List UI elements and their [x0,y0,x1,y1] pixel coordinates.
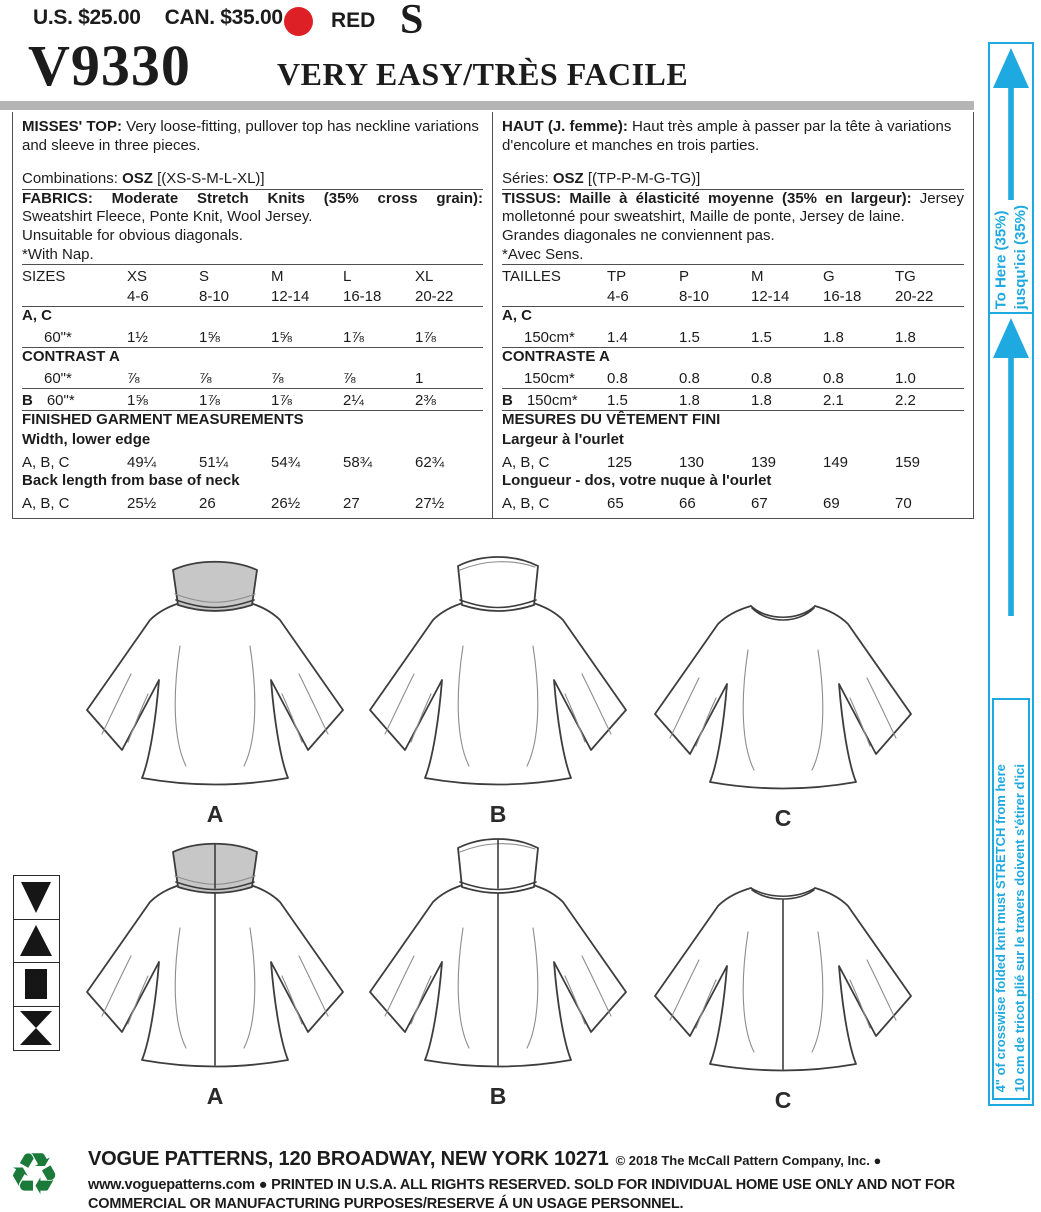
square-icon [13,962,60,1007]
up-arrow-icon [991,318,1031,618]
back-length-row: A, B, C 25½ 26 26½ 27 27½ [22,494,445,512]
finished-title: FINISHED GARMENT MEASUREMENTS [22,411,304,429]
yardage-row-b-fr: B 150cm* 1.5 1.8 1.8 2.1 2.2 [502,389,964,411]
pattern-number: V9330 [28,33,191,98]
copyright-notice: © 2018 The McCall Pattern Company, Inc. ● [615,1153,882,1168]
view-a-back [65,838,365,1110]
yardage-row-contrast-fr: 150cm* 0.8 0.8 0.8 0.8 1.0 [502,368,964,389]
view-a-back-label: A [206,1083,224,1109]
english-column [13,112,493,518]
color-name: RED [331,9,376,32]
size-header-row: SIZES XS S M L XL [22,267,434,285]
cutting-symbols-strip [13,875,60,1051]
view-b-front [348,556,648,828]
section-contrast: CONTRAST A [22,348,120,366]
triangle-up-icon [13,919,60,964]
width-row: A, B, C 49¼ 51¼ 54¾ 58¾ 62¾ [22,453,445,471]
s-logo: S [400,0,424,43]
section-contrast-fr: CONTRASTE A [502,348,610,366]
gauge-section-bottom [990,314,1032,1103]
publisher-address: VOGUE PATTERNS, 120 BROADWAY, NEW YORK 10271 [88,1148,609,1170]
footer-line2: www.voguepatterns.com ● PRINTED IN U.S.A. ALL RIGHTS RESERVED. SOLD FOR INDIVIDUAL HOME USE ONLY AND NOT FOR [88,1177,955,1193]
stretch-gauge-strip [988,42,1034,1106]
width-label-fr: Largeur à l'ourlet [502,431,624,449]
view-a-front [65,556,365,828]
difficulty-rating: VERY EASY/TRÈS FACILE [277,56,689,92]
view-c-label: C [774,805,792,831]
view-a-front-drawing [65,556,365,796]
french-fabrics: TISSUS: Maille à élasticité moyenne (35% en largeur): Jersey molletonné pour sweatshirt, Maille de ponte, Jersey de laine. [502,189,964,226]
gauge-section-top [990,44,1032,314]
english-unsuitable: Unsuitable for obvious diagonals. [22,226,243,244]
size-range-row: 4-6 8-10 12-14 16-18 20-22 [22,286,483,307]
view-c-back [633,842,933,1114]
view-b-back-drawing [348,838,648,1078]
french-description: HAUT (J. femme): Haut très ample à passer par la tête à variations d'encolure et manches en trois parties. [502,118,952,154]
footer-line1 [88,1148,881,1171]
price-us: U.S. $25.00 [33,6,141,29]
up-arrow-icon [991,48,1031,203]
info-panel [12,112,974,519]
color-dot-icon [284,7,313,36]
view-c-back-label: C [774,1087,792,1113]
french-nap: *Avec Sens. [502,246,964,266]
view-c-front-drawing [633,560,933,800]
french-combinations: Séries: OSZ [(TP-P-M-G-TG)] [502,170,964,190]
view-c-front [633,560,933,832]
stretch-instruction-text: 4" of crosswise folded knit must STRETCH from here 10 cm de tricot plié sur le travers doivent s'étirer d'ici [993,763,1027,1092]
hourglass-icon [13,1006,60,1051]
view-b-back-label: B [489,1083,507,1109]
back-length-row-fr: A, B, C 65 66 67 69 70 [502,494,912,512]
view-b-front-drawing [348,556,648,796]
view-a-label: A [206,801,224,827]
yardage-row-contrast: 60"* ⅞ ⅞ ⅞ ⅞ 1 [22,368,483,389]
section-ac: A, C [22,307,52,325]
price-can: CAN. $35.00 [164,6,283,29]
back-length-label-fr: Longueur - dos, votre nuque à l'ourlet [502,472,772,490]
footer-line3: COMMERCIAL OR MANUFACTURING PURPOSES/RESERVE Á UN USAGE PERSONNEL. [88,1196,684,1212]
french-unsuitable: Grandes diagonales ne conviennent pas. [502,226,775,244]
view-b-label: B [489,801,507,827]
recycle-icon: ♻ [8,1142,60,1207]
view-b-back [348,838,648,1110]
view-a-back-drawing [65,838,365,1078]
section-ac-fr: A, C [502,307,532,325]
back-length-label: Back length from base of neck [22,472,240,490]
english-description: MISSES' TOP: Very loose-fitting, pullover top has neckline variations and sleeve in three pieces. [22,118,479,154]
width-label: Width, lower edge [22,431,151,449]
view-c-back-drawing [633,842,933,1082]
to-here-text: To Here (35%) jusqu'ici (35%) [992,204,1029,309]
width-row-fr: A, B, C 125 130 139 149 159 [502,453,921,471]
english-nap: *With Nap. [22,246,483,266]
french-column [493,112,973,518]
yardage-row-b: B 60"* 1⅝ 1⅞ 1⅞ 2¼ 2⅜ [22,389,483,411]
finished-title-fr: MESURES DU VÊTEMENT FINI [502,411,721,429]
stretch-instruction-box [992,698,1030,1100]
size-range-row-fr: 4-6 8-10 12-14 16-18 20-22 [502,286,964,307]
size-header-row-fr: TAILLES TP P M G TG [502,267,916,285]
yardage-row-ac-fr: 150cm* 1.4 1.5 1.5 1.8 1.8 [502,327,964,348]
price-line [33,6,283,30]
triangle-down-icon [13,875,60,920]
yardage-row-ac: 60"* 1½ 1⅝ 1⅝ 1⅞ 1⅞ [22,327,483,348]
english-fabrics: FABRICS: Moderate Stretch Knits (35% cross grain): Sweatshirt Fleece, Ponte Knit, Wool Jersey. [22,189,483,226]
english-combinations: Combinations: OSZ [(XS-S-M-L-XL)] [22,170,483,190]
header-divider [0,101,974,110]
